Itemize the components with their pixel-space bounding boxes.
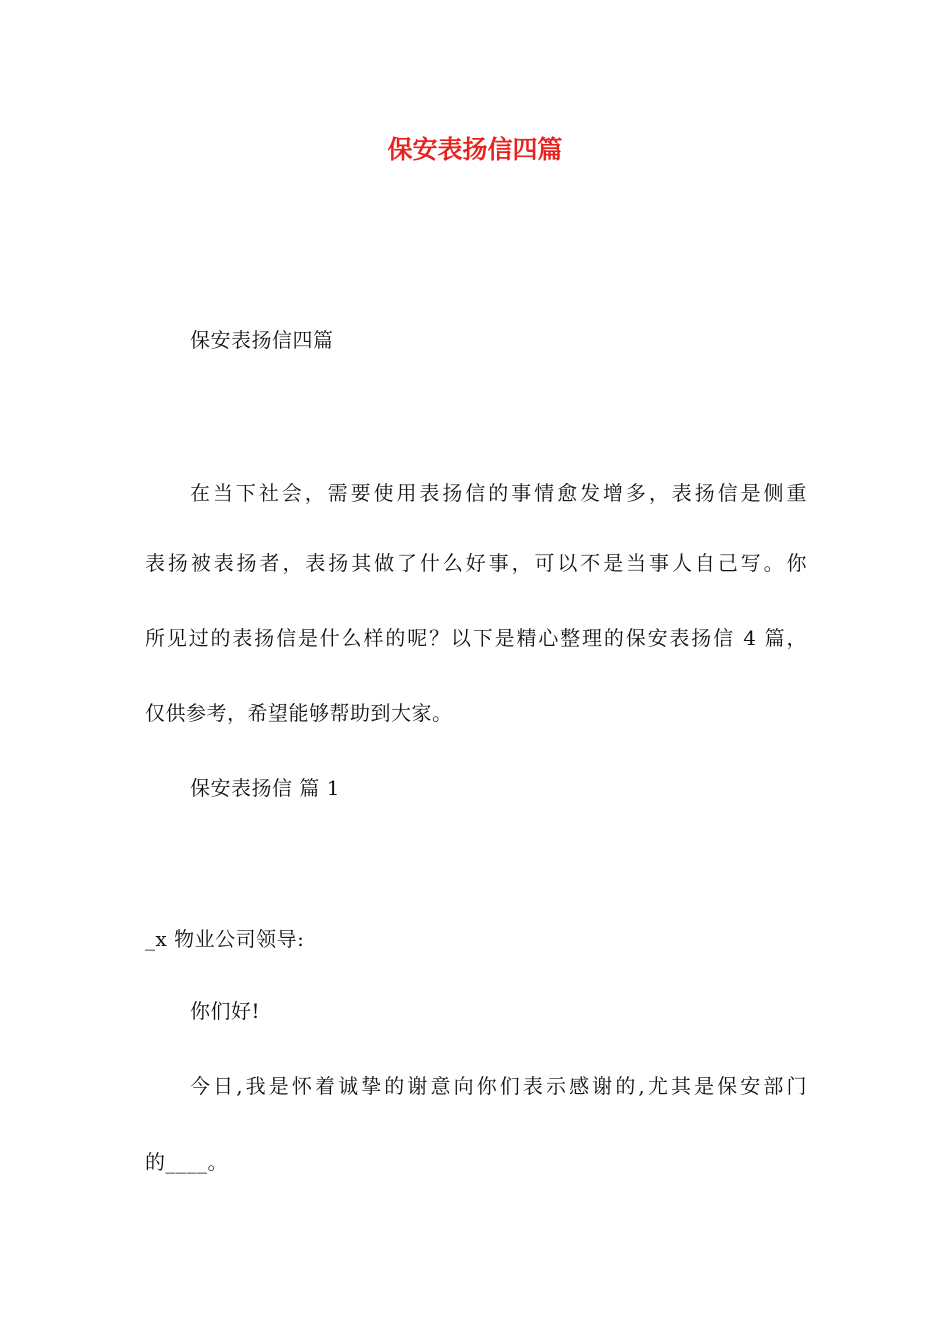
document-subtitle: 保安表扬信四篇 <box>190 328 334 352</box>
intro-line-1: 在当下社会，需要使用表扬信的事情愈发增多，表扬信是侧重 <box>190 481 807 505</box>
greeting: 你们好! <box>190 999 261 1023</box>
body-line-2: 的____。 <box>145 1150 228 1174</box>
intro-line-2: 表扬被表扬者，表扬其做了什么好事，可以不是当事人自己写。你 <box>145 551 807 575</box>
body-line-1: 今日,我是怀着诚挚的谢意向你们表示感谢的,尤其是保安部门 <box>190 1074 807 1098</box>
intro-line-4: 仅供参考，希望能够帮助到大家。 <box>145 701 453 725</box>
section-heading: 保安表扬信 篇 1 <box>190 776 340 800</box>
intro-line-3: 所见过的表扬信是什么样的呢？以下是精心整理的保安表扬信 4 篇， <box>145 626 807 650</box>
document-title: 保安表扬信四篇 <box>387 135 563 164</box>
salutation: _x 物业公司领导: <box>145 927 305 951</box>
